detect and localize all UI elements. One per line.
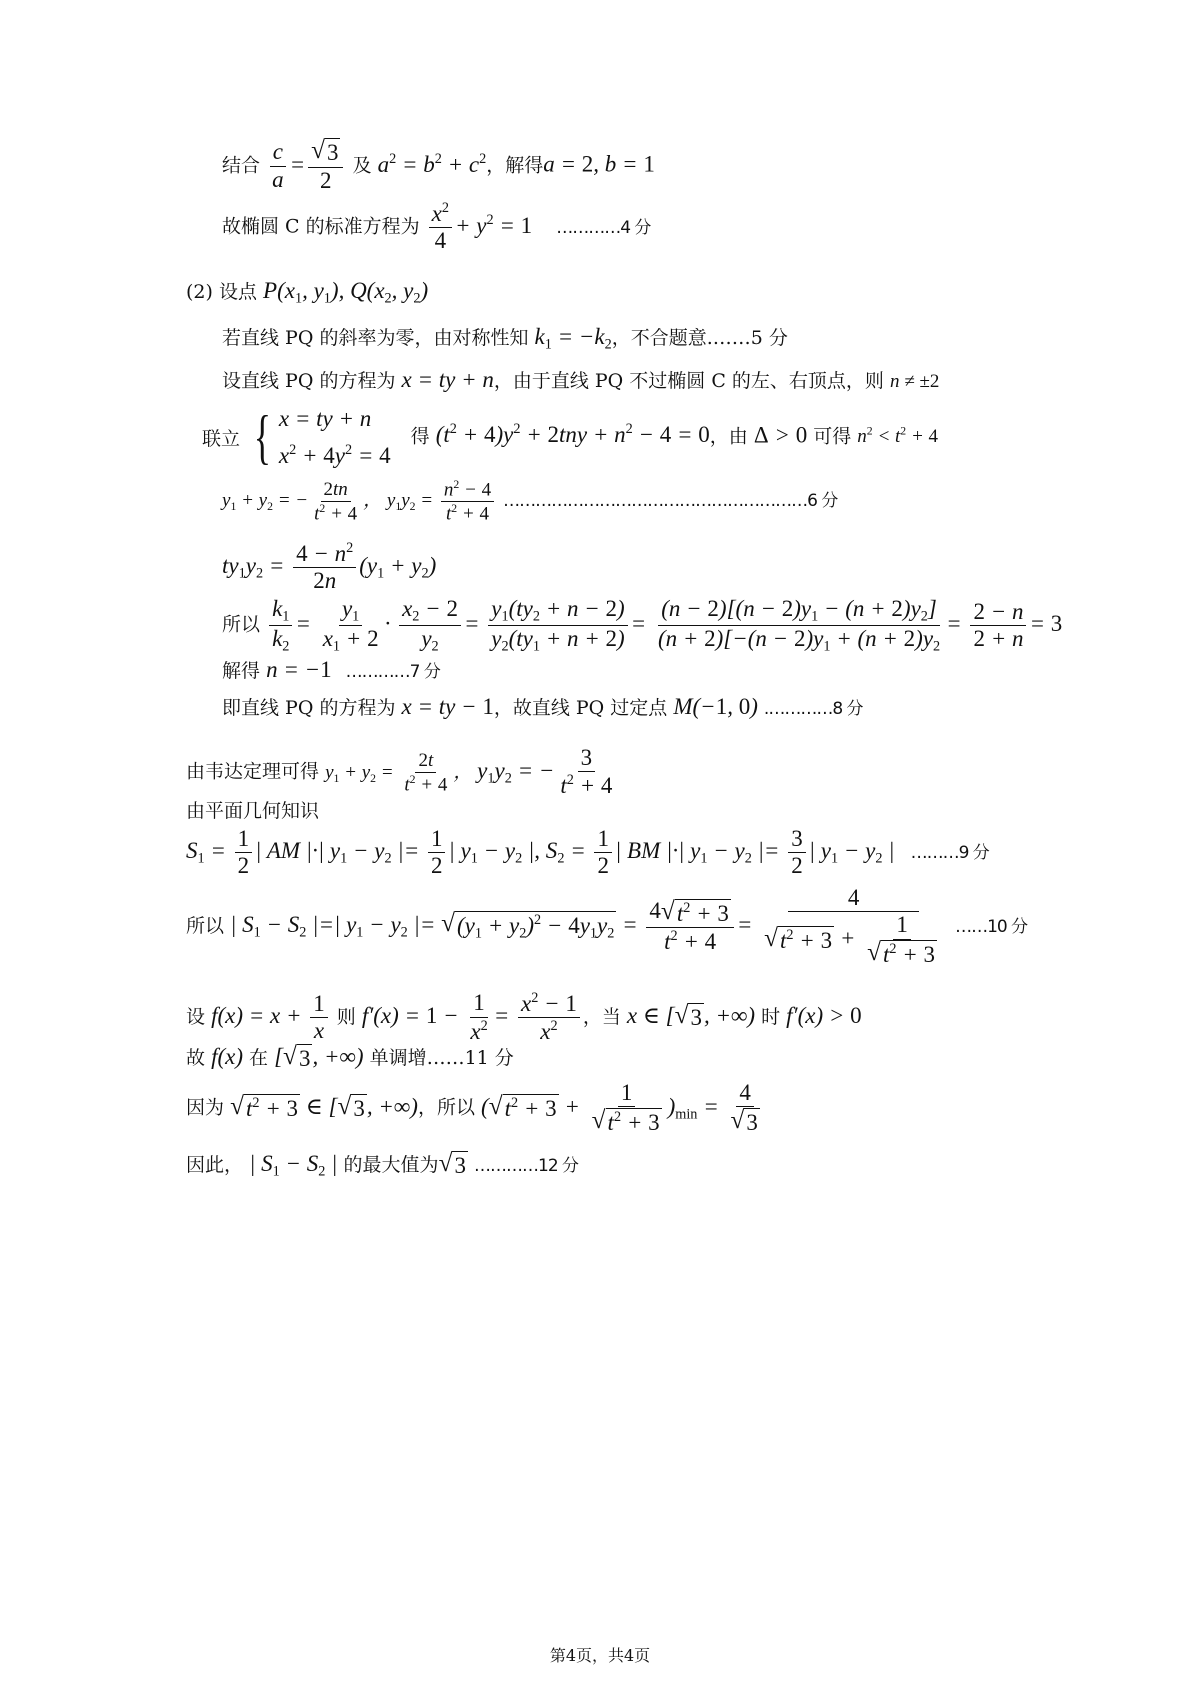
line-fixed-point: 即直线 PQ 的方程为 x = ty − 1，故直线 PQ 过定点 M(−1, 0) .…………8 分	[222, 694, 863, 719]
line-ratio: 所以 $\frac{k_1}{k_2}$ = $\frac{y_1}{x_1 + 2}$ · $\frac{x_2 - 2}{y_2}$ = $\frac{y_1(ty_2 + n - 2)}{y_2(ty_1 + n + 2)}$ = $\frac{(n - 2)[(n - 2)y_1 - (n + 2)y_2]}{(n + 2)[-(n - 2)y_1 + (n + 2)y_2}$ = $\frac{2 - n}{2 + n}$ = 3	[222, 596, 1063, 655]
line-solve-n: 解得 n = −1 …………7 分	[222, 657, 440, 682]
line-areas: $S_1$ = $\frac{1}{2}$ | AM |·| $y_1 - y_2$ |= $\frac{1}{2}$ | $y_1 - y_2$ |, $S_2$ = $\frac{1}{2}$ | BM |·| $y_1 - y_2$ |= $\frac{3}{2}$ | $y_1 - y_2$ | ………9 分	[186, 826, 989, 879]
line-geometry: 由平面几何知识	[186, 800, 320, 822]
line-eccentricity: 结合 $\frac{c}{a}$ = √ 3 2 及 $a^2 = b^2 + c^2$，解得a = 2, b = 1	[222, 136, 655, 194]
equation-system: { x = ty + n $x^2 + 4y^2 = 4$	[253, 404, 391, 471]
line-minimum: 因为 √ $t^2 + 3$ ∈ [ √ 3 , +∞)，所以 ( √ $t^2 + 3$ + 1 √ $t^2 + 3$ )$_{min}$ = 4 √ 3	[186, 1080, 758, 1135]
line-system: 联立 { x = ty + n $x^2 + 4y^2 = 4$ 得 $(t^2 + 4)y^2 + 2tny + n^2 - 4 = 0$，由 Δ > 0 可得 $n^2 < t^2 + 4$	[202, 404, 939, 471]
line-area-difference: 所以 | $S_1 - S_2$ |=| $y_1 - y_2$ |= √ $(y_1 + y_2)^2 - 4y_1y_2$ = 4 √ $t^2 + 3$ $t^2 + 4$ = 4 √ $t^2 + 3$ + 1 √ $t^2 + 3$ ……10 分	[186, 885, 1028, 968]
line-line-equation: 设直线 PQ 的方程为 x = ty + n，由于直线 PQ 不过椭圆 C 的左、右顶点，则 n ≠ ±2	[222, 367, 940, 392]
line-part2-points: (2) 设点 $P(x_1$, $y_1$), $Q(x_2$, $y_2$)	[186, 278, 429, 307]
page-footer: 第4页，共4页	[549, 1646, 651, 1665]
line-monotonic: 故 f(x) 在 [ √ 3 , +∞) 单调增……11 分	[186, 1042, 514, 1072]
line-conclusion: 因此， | $S_1 - S_2$ | 的最大值为 √ 3 …………12 分	[186, 1149, 579, 1180]
line-vieta-1: $y_1 + y_2$ = − $\frac{2tn}{t^2 + 4}$ ， $y_1y_2$ = $\frac{n^2 - 4}{t^2 + 4}$ …………………………………………………6 分	[222, 478, 838, 525]
line-function-derivative: 设 f(x) = x + $\frac{1}{x}$ 则 f′(x) = 1 − $\frac{1}{x^2}$ = $\frac{x^2 - 1}{x^2}$ ，当 x ∈ [ √ 3 , +∞) 时 f′(x) > 0	[186, 990, 862, 1045]
line-vieta-2: 由韦达定理可得 $y_1 + y_2$ = $\frac{2t}{t^2 + 4}$ ， $y_1y_2$ = − $\frac{3}{t^2 + 4}$	[186, 745, 613, 799]
line-standard-equation: 故椭圆 C 的标准方程为 $\frac{x^2}{4}$ + $y^2 = 1$ …………4 分	[222, 200, 651, 254]
line-ty1y2: $ty_1y_2$ = $\frac{4 - n^2}{2n}$ $(y_1 + y_2)$	[222, 540, 437, 594]
line-slope-zero: 若直线 PQ 的斜率为零，由对称性知 $k_1 = -k_2$，不合题意.……5 分	[222, 324, 788, 353]
